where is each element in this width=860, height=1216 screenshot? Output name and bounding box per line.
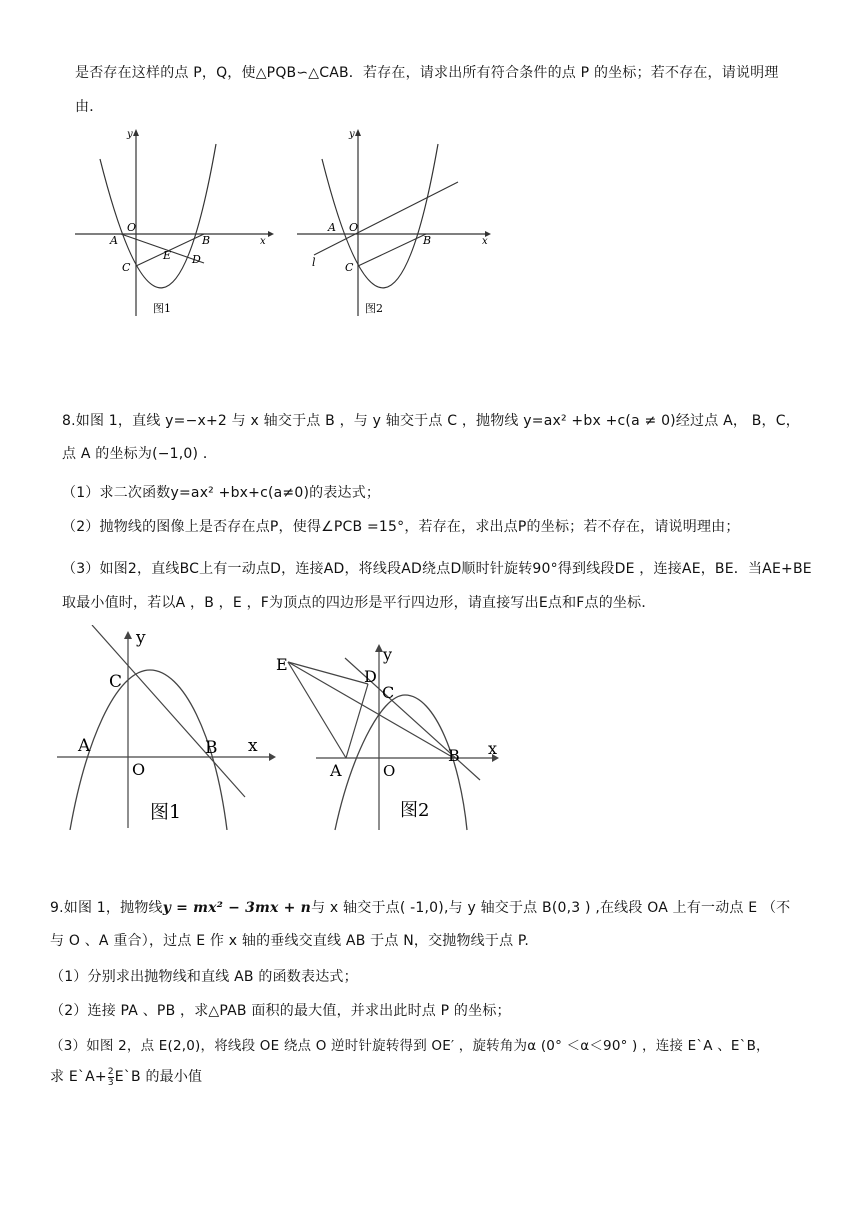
q8-text-line-1: 8.如图 1，直线 y=−x+2 与 x 轴交于点 B ，与 y 轴交于点 C ，抛物线 y=ax² +bx +c(a ≠ 0)经过点 A， B，C， bbox=[62, 413, 800, 429]
q9-text-line-2: 与 O 、A 重合），过点 E 作 x 轴的垂线交直线 AB 于点 N，交抛物线于点 P. bbox=[50, 933, 530, 949]
q8-figure-1 bbox=[55, 625, 280, 830]
q8-fig2-label-A: A bbox=[330, 761, 342, 780]
q7-fig1-label-x: x bbox=[260, 236, 266, 247]
q7-fig2-label-l: l bbox=[312, 256, 316, 269]
q8-item-3-line-2: 取最小值时，若以A ，B ，E ，F为顶点的四边形是平行四边形，请直接写出E点和F点的坐标． bbox=[62, 595, 656, 611]
q7-fig2-label-y: y bbox=[349, 129, 355, 140]
q7-fig2-label-O: O bbox=[349, 221, 359, 234]
q8-fig1-label-y: y bbox=[136, 628, 146, 648]
q8-figure-2 bbox=[270, 640, 505, 832]
q9-text-line-1 bbox=[50, 897, 790, 917]
q9-item-3-pre: 求 E`A+ bbox=[50, 1069, 107, 1085]
q8-fig2-label-B: B bbox=[448, 746, 460, 765]
q8-item-2: （2）抛物线的图像上是否存在点P，使得∠PCB =15°，若存在，求出点P的坐标；若不存在，请说明理由； bbox=[62, 519, 740, 535]
q7-figure-1 bbox=[70, 124, 280, 320]
q9-fraction bbox=[108, 1067, 114, 1088]
q9-item-3-post: E`B 的最小值 bbox=[114, 1069, 203, 1085]
q8-fig2-label-O: O bbox=[383, 762, 396, 780]
q7-fig1-label-E: E bbox=[163, 249, 172, 262]
q9-formula: y = mx² − 3mx + n bbox=[162, 900, 312, 916]
q8-fig1-caption: 图1 bbox=[150, 801, 182, 823]
q9-intro: 9.如图 1，抛物线 bbox=[50, 900, 163, 916]
q7-fig1-label-C: C bbox=[122, 261, 131, 274]
q7-fig1-label-D: D bbox=[192, 253, 201, 266]
q8-fig2-label-y: y bbox=[383, 645, 393, 664]
q9-item-3-line-2 bbox=[50, 1066, 202, 1088]
q8-item-1: （1）求二次函数y=ax² +bx+c(a≠0)的表达式； bbox=[62, 485, 381, 501]
q9-item-3-line-1: （3）如图 2，点 E(2,0)，将线段 OE 绕点 O 逆时针旋转得到 OE′ ，旋转角为α (0° ＜α＜90° ) ，连接 E`A 、E`B， bbox=[50, 1038, 770, 1054]
q7-figure-2 bbox=[292, 124, 502, 320]
q9-item-1: （1）分别求出抛物线和直线 AB 的函数表达式； bbox=[50, 969, 358, 985]
q7-text-line-2: 由． bbox=[75, 99, 104, 115]
q7-fig2-label-C: C bbox=[345, 261, 354, 274]
q8-fig2-caption: 图2 bbox=[400, 800, 430, 821]
q7-fig1-caption: 图1 bbox=[153, 302, 171, 315]
q9-fraction-num: 2 bbox=[107, 1066, 114, 1077]
q7-fig1-label-B: B bbox=[202, 234, 211, 247]
q8-fig2-label-C: C bbox=[382, 683, 395, 702]
q7-fig2-label-x: x bbox=[482, 236, 488, 247]
q8-fig1-label-x: x bbox=[248, 736, 258, 756]
q7-fig2-label-B: B bbox=[423, 234, 432, 247]
q8-fig1-label-A: A bbox=[78, 736, 91, 756]
q7-fig1-label-O: O bbox=[127, 221, 137, 234]
q8-item-3-line-1: （3）如图2，直线BC上有一动点D，连接AD，将线段AD绕点D顺时针旋转90°得到线段DE ，连接AE，BE．当AE+BE bbox=[62, 561, 812, 577]
q8-fig2-label-E: E bbox=[276, 655, 288, 674]
q8-fig1-label-O: O bbox=[132, 760, 146, 779]
q7-text-line-1: 是否存在这样的点 P，Q，使△PQB∽△CAB．若存在，请求出所有符合条件的点 P 的坐标；若不存在，请说明理 bbox=[75, 65, 779, 81]
q8-fig2-label-D: D bbox=[364, 667, 377, 686]
q9-fraction-den: 3 bbox=[107, 1077, 114, 1088]
q9-item-2: （2）连接 PA 、PB ，求△PAB 面积的最大值，并求出此时点 P 的坐标； bbox=[50, 1003, 511, 1019]
q7-fig2-label-A: A bbox=[328, 221, 336, 234]
q7-fig1-label-A: A bbox=[110, 234, 118, 247]
q8-text-line-2: 点 A 的坐标为(−1,0) ． bbox=[62, 446, 218, 462]
q8-fig1-label-C: C bbox=[109, 672, 123, 692]
q7-fig1-label-y: y bbox=[127, 129, 133, 140]
q8-fig2-label-x: x bbox=[488, 739, 498, 758]
q9-intro-cont: 与 x 轴交于点( -1,0),与 y 轴交于点 B(0,3 ) ,在线段 OA 上有一动点 E （不 bbox=[311, 900, 791, 916]
q8-fig1-label-B: B bbox=[205, 738, 218, 758]
q7-fig2-caption: 图2 bbox=[365, 302, 383, 315]
